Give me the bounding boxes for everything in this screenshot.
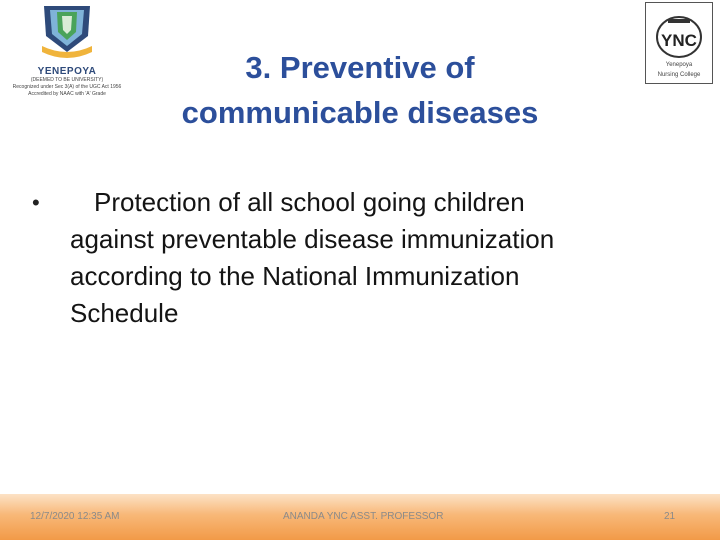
college-logo-top-text [646, 7, 712, 13]
title-line-1: 3. Preventive of [245, 50, 475, 85]
ync-mark: YNC [661, 31, 697, 50]
bullet-line-4: Schedule [70, 298, 179, 328]
nursing-college-logo [645, 2, 713, 84]
bullet-marker: • [32, 190, 40, 215]
bullet-text [70, 184, 670, 332]
footer-bar [0, 494, 720, 540]
college-name-line-2: Nursing College [657, 72, 701, 78]
university-recognition: Recognized under Sec 3(A) of the UGC Act 1956 [12, 84, 122, 90]
title-line-2: communicable diseases [181, 95, 539, 130]
bullet-line-3: according to the National Immunization [70, 261, 520, 291]
bullet-line-2: against preventable disease immunization [70, 224, 555, 254]
bullet-line-1: Protection of all school going children [94, 187, 525, 217]
college-name-line-1: Yenepoya [665, 62, 693, 68]
ync-emblem-icon [654, 15, 704, 59]
slide-title [120, 45, 600, 135]
footer-author: ANANDA YNC ASST. PROFESSOR [283, 511, 444, 522]
footer-date: 12/7/2020 12:35 AM [30, 511, 120, 522]
university-name: YENEPOYA [37, 66, 97, 77]
slide-number: 21 [664, 511, 676, 522]
yenepoya-university-logo [8, 2, 126, 120]
university-accreditation: Accredited by NAAC with 'A' Grade [28, 91, 106, 97]
university-subtitle: (DEEMED TO BE UNIVERSITY) [30, 77, 104, 83]
university-crest-icon [38, 2, 96, 64]
